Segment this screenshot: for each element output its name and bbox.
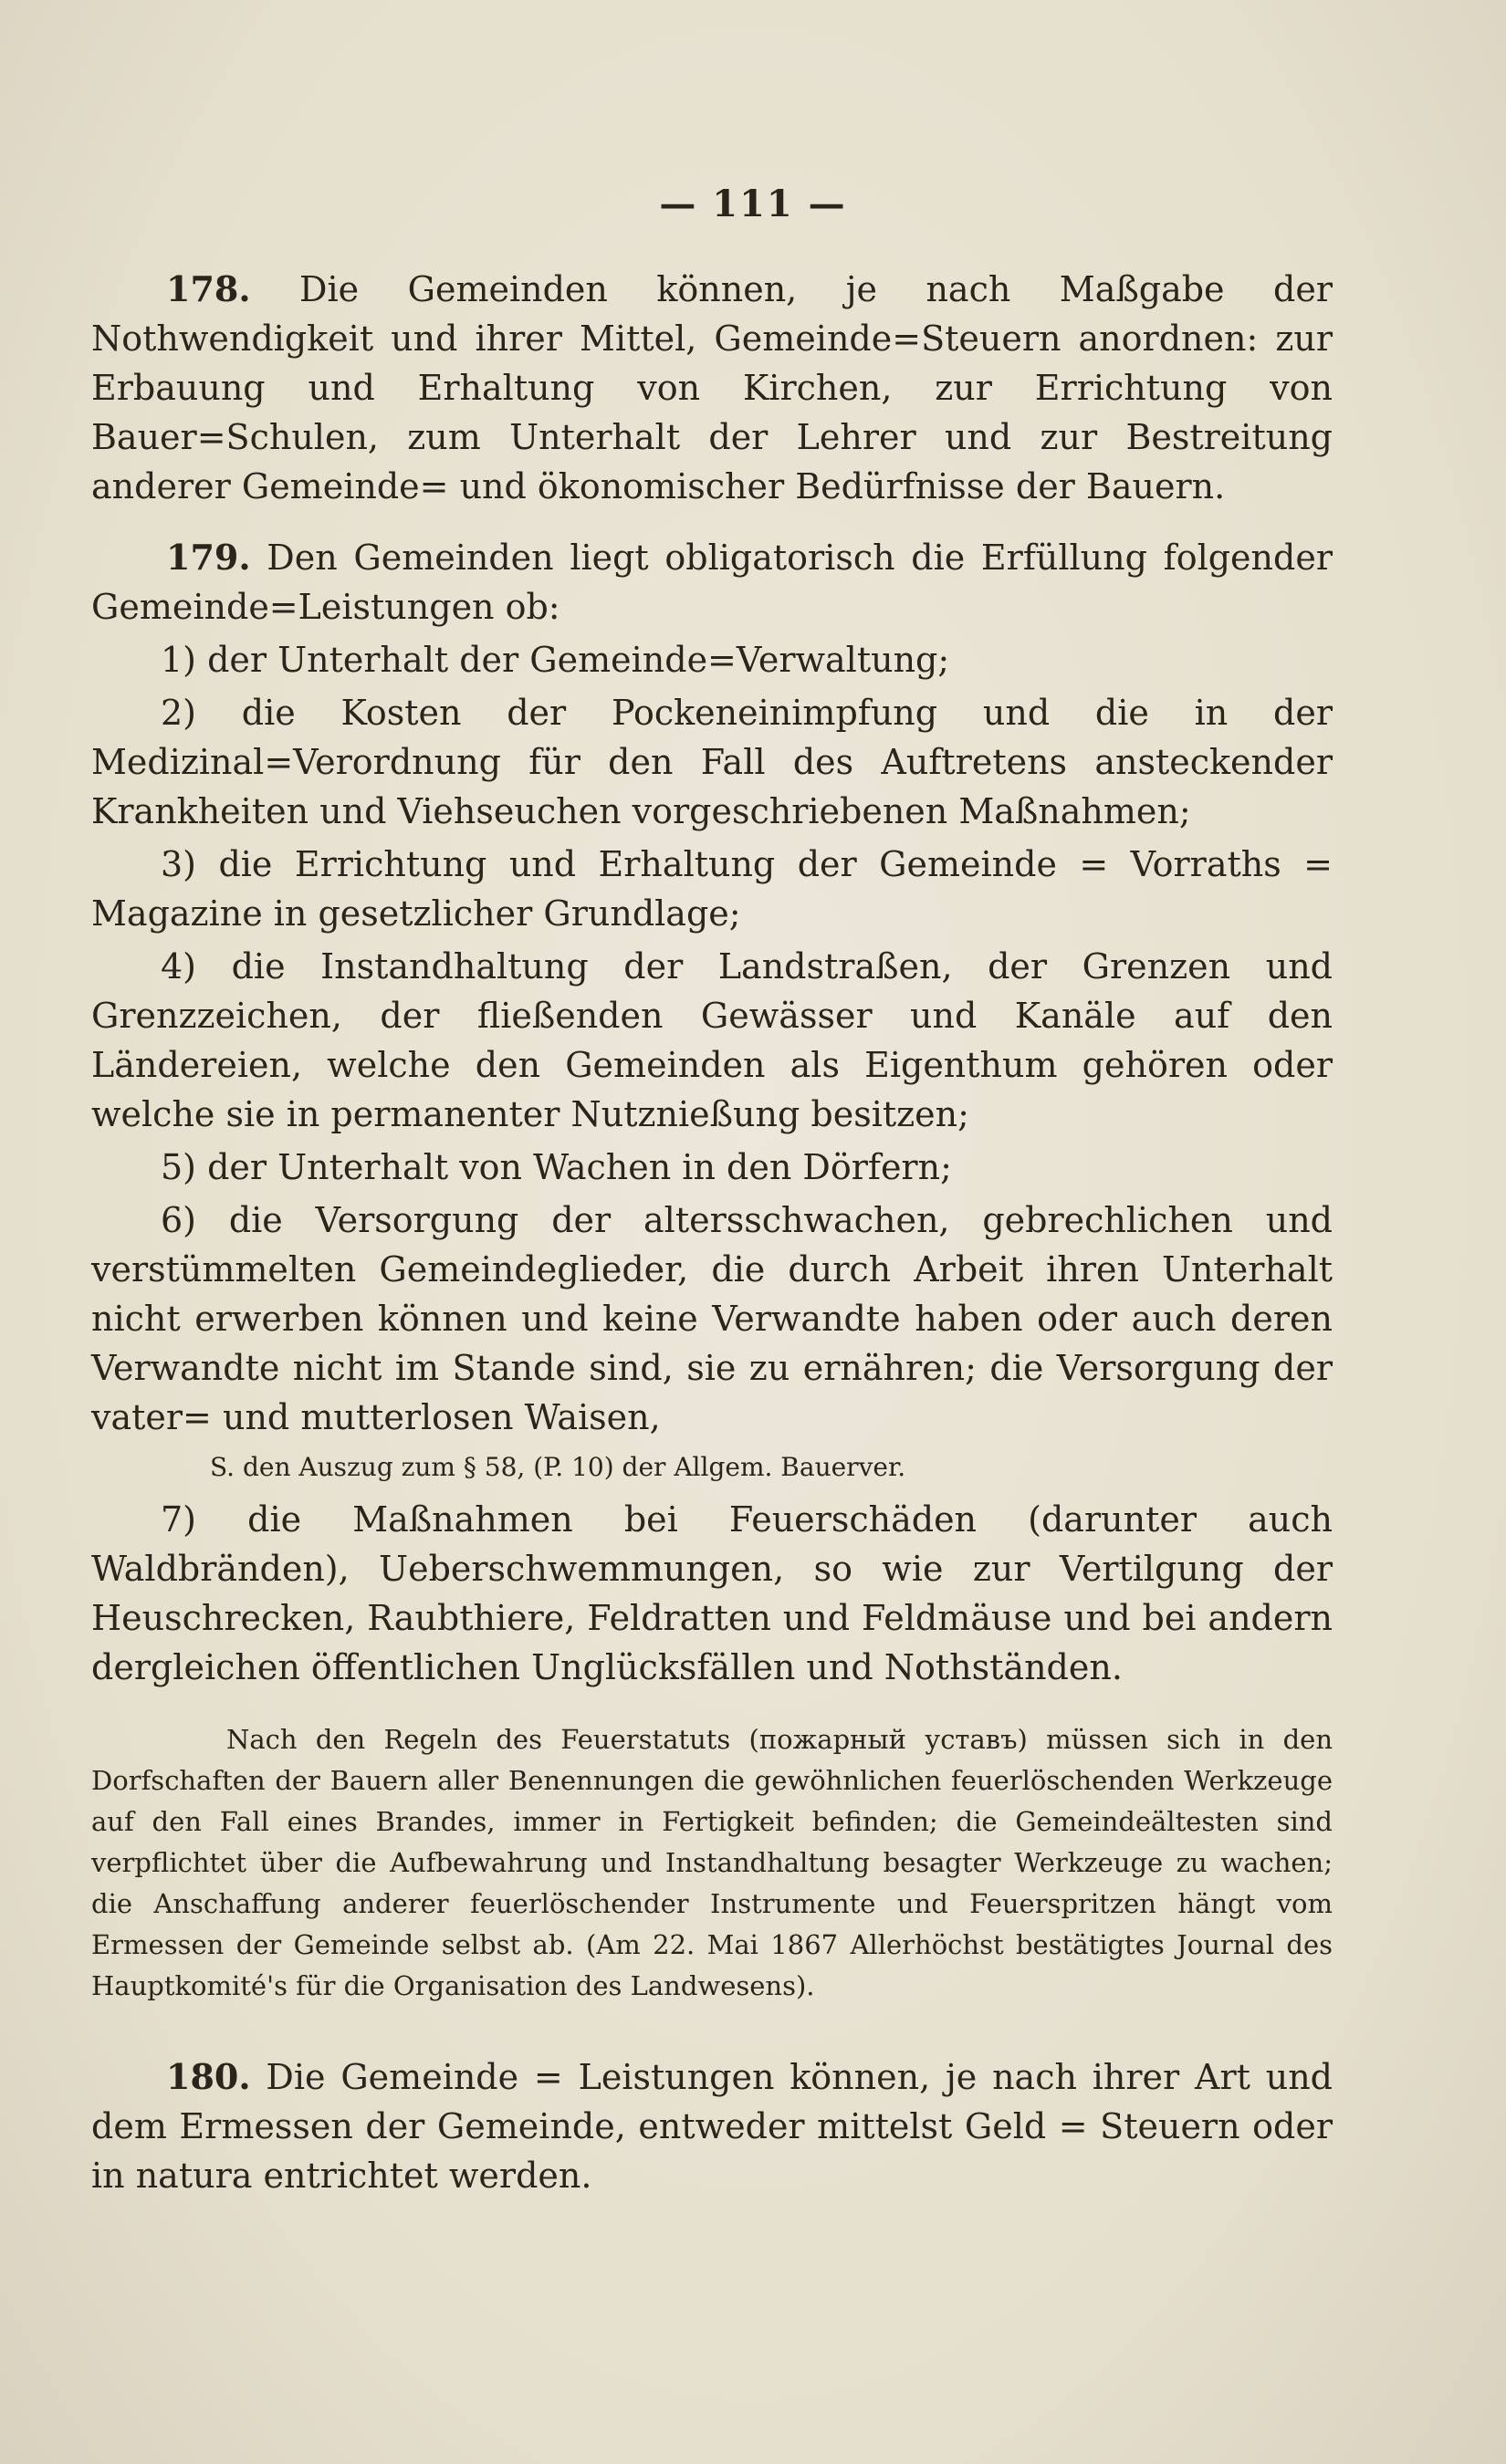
section-180 [91, 2052, 1333, 2200]
list-item: 3) die Errichtung und Erhaltung der Gemeinde = Vorraths = Magazine in gesetzlicher Grundlage; [91, 844, 1333, 934]
section-178 [91, 265, 1333, 511]
section-number: 179. [166, 537, 251, 578]
section-text: Die Gemeinden können, je nach Maßgabe der Nothwendigkeit und ihrer Mittel, Gemeinde=Steuern anordnen: zur Erbauung und Erhaltung von Kirchen, zur Errichtung von Bauer=Schulen, zum Unterhalt der Lehrer und zur Bestreitung anderer Gemeinde= und ökonomischer Bedürfnisse der Bauern. [91, 269, 1333, 506]
list-item: 4) die Instandhaltung der Landstraßen, der Grenzen und Grenzzeichen, der fließenden Gewässer und Kanäle auf den Ländereien, welche den Gemeinden als Eigenthum gehören oder welche sie in permanenter Nutznießung besitzen; [91, 946, 1333, 1134]
section-text: Den Gemeinden liegt obligatorisch die Erfüllung folgender Gemeinde=Leistungen ob: [91, 538, 1333, 627]
list-item: 7) die Maßnahmen bei Feuerschäden (darunter auch Waldbränden), Ueberschwemmungen, so wie zur Vertilgung der Heuschrecken, Raubthiere, Feldratten und Feldmäuse und bei andern dergleichen öffentlichen Unglücksfällen und Nothständen. [91, 1499, 1333, 1687]
section-number: 180. [166, 2056, 251, 2097]
section-text: Die Gemeinde = Leistungen können, je nach ihrer Art und dem Ermessen der Gemeinde, entweder mittelst Geld = Steuern oder in natura entrichtet werden. [91, 2057, 1333, 2196]
list-item: 5) der Unterhalt von Wachen in den Dörfern; [161, 1147, 952, 1187]
section-number: 178. [166, 268, 251, 309]
footnote: Nach den Regeln des Feuerstatuts (пожарный уставъ) müssen sich in den Dorfschaften der Bauern aller Benennungen die gewöhnlichen feuerlöschenden Werkzeuge auf den Fall eines Brandes, immer in Fertigkeit befinden; die Gemeindeältesten sind verpflichtet über die Aufbewahrung und Instandhaltung besagter Werkzeuge zu wachen; die Anschaffung anderer feuerlöschender Instrumente und Feuerspritzen hängt vom Ermessen der Gemeinde selbst ab. (Am 22. Mai 1867 Allerhöchst bestätigtes Journal des Hauptkomité's für die Organisation des Landwesens). [91, 1724, 1333, 2001]
section-179-intro [91, 533, 1333, 632]
legal-reference: S. den Auszug zum § 58, (P. 10) der Allgem. Bauerver. [210, 1452, 906, 1482]
list-item: 1) der Unterhalt der Gemeinde=Verwaltung; [161, 640, 950, 680]
page-body [91, 265, 1333, 2204]
list-item: 6) die Versorgung der altersschwachen, gebrechlichen und verstümmelten Gemeindeglieder, die durch Arbeit ihren Unterhalt nicht erwerben können und keine Verwandte haben oder auch deren Verwandte nicht im Stande sind, sie zu ernähren; die Versorgung der vater= und mutterlosen Waisen, [91, 1200, 1333, 1437]
page-number: — 111 — [659, 183, 847, 225]
list-item: 2) die Kosten der Pockeneinimpfung und die in der Medizinal=Verordnung für den Fall des Auftretens ansteckender Krankheiten und Viehseuchen vorgeschriebenen Maßnahmen; [91, 693, 1333, 831]
